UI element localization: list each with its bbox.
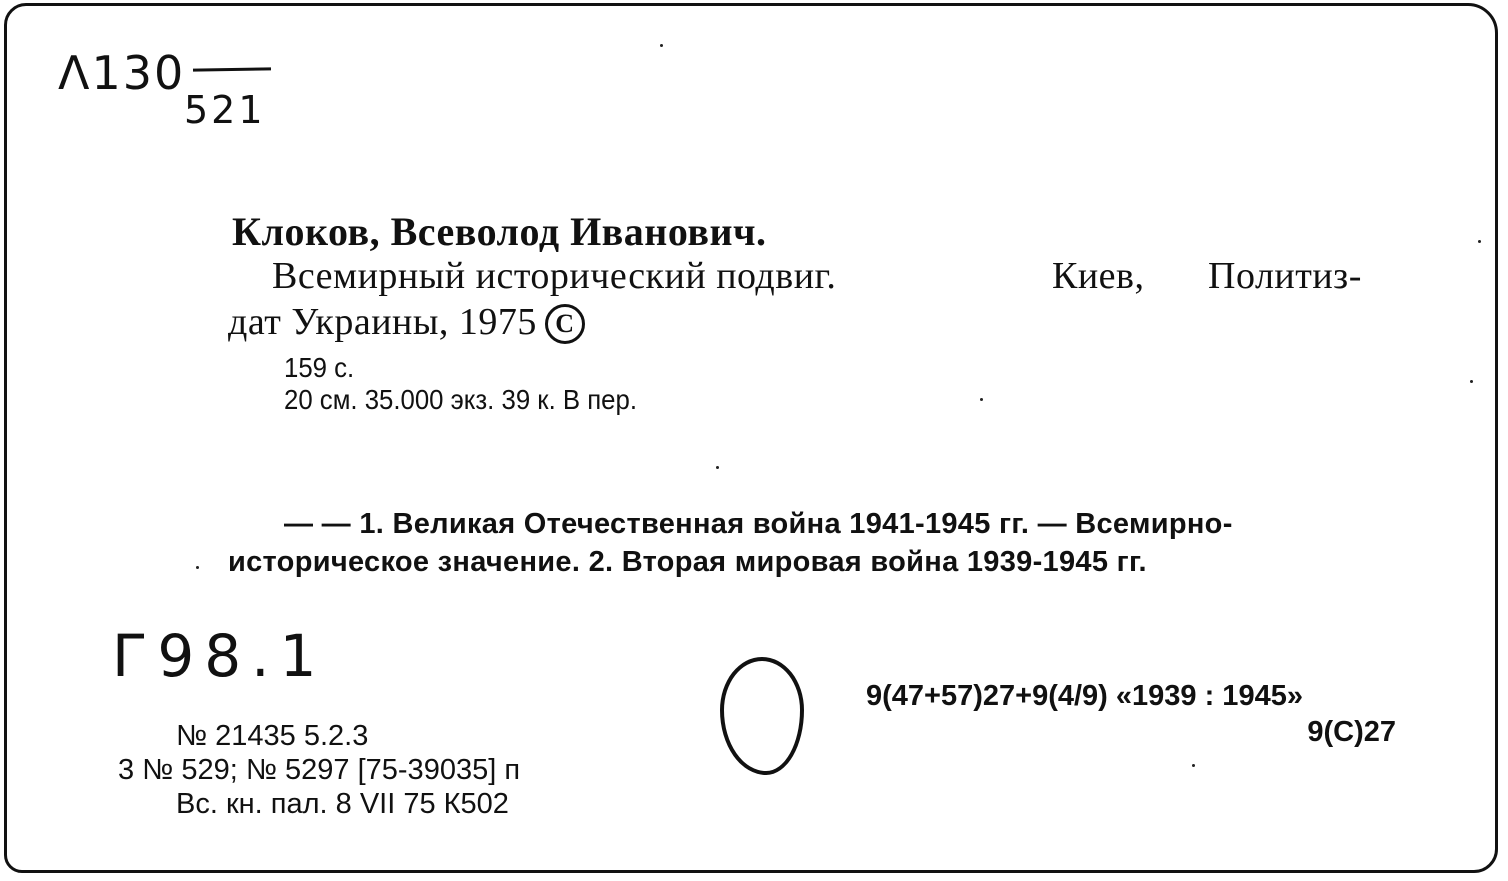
order-numbers: 3 № 529; № 5297 [75-39035] п [118, 754, 521, 786]
shelfmark-top: Λ130 [58, 46, 186, 100]
shelfmark-bottom: 521 [184, 88, 266, 132]
scan-speck [196, 566, 199, 569]
physical-description: 20 см. 35.000 экз. 39 к. В пер. [284, 384, 637, 415]
scan-speck [716, 466, 719, 469]
udk-line-1: 9(47+57)27+9(4/9) «1939 : 1945» [866, 680, 1303, 712]
pages: 159 с. [284, 352, 355, 383]
subjects-line-1: — — 1. Великая Отечественная война 1941-1945 гг. — Всемирно- [284, 508, 1233, 540]
scan-speck [1192, 764, 1195, 767]
subjects-line-2: историческое значение. 2. Вторая мировая война 1939-1945 гг. [228, 546, 1147, 578]
book-chamber-note: Вс. кн. пал. 8 VII 75 К502 [176, 788, 509, 820]
scan-speck [660, 44, 663, 47]
udk-line-2: 9(С)27 [1307, 716, 1396, 748]
publisher-year: дат Украины, 1975 [228, 301, 537, 343]
author-heading: Клоков, Всеволод Иванович. [232, 209, 767, 254]
title-line-1: Всемирный исторический подвиг. [272, 255, 837, 297]
record-number: № 21435 5.2.3 [176, 720, 369, 752]
scan-speck [1470, 380, 1473, 383]
scan-speck [980, 398, 983, 401]
publisher-part-1: Политиз- [1208, 255, 1362, 297]
publication-place: Киев, [1052, 255, 1145, 297]
title-line-2 [228, 300, 585, 344]
scan-speck [1478, 240, 1481, 243]
classification-handwritten: Г98.1 [112, 622, 327, 690]
copyright-icon: C [545, 304, 585, 344]
